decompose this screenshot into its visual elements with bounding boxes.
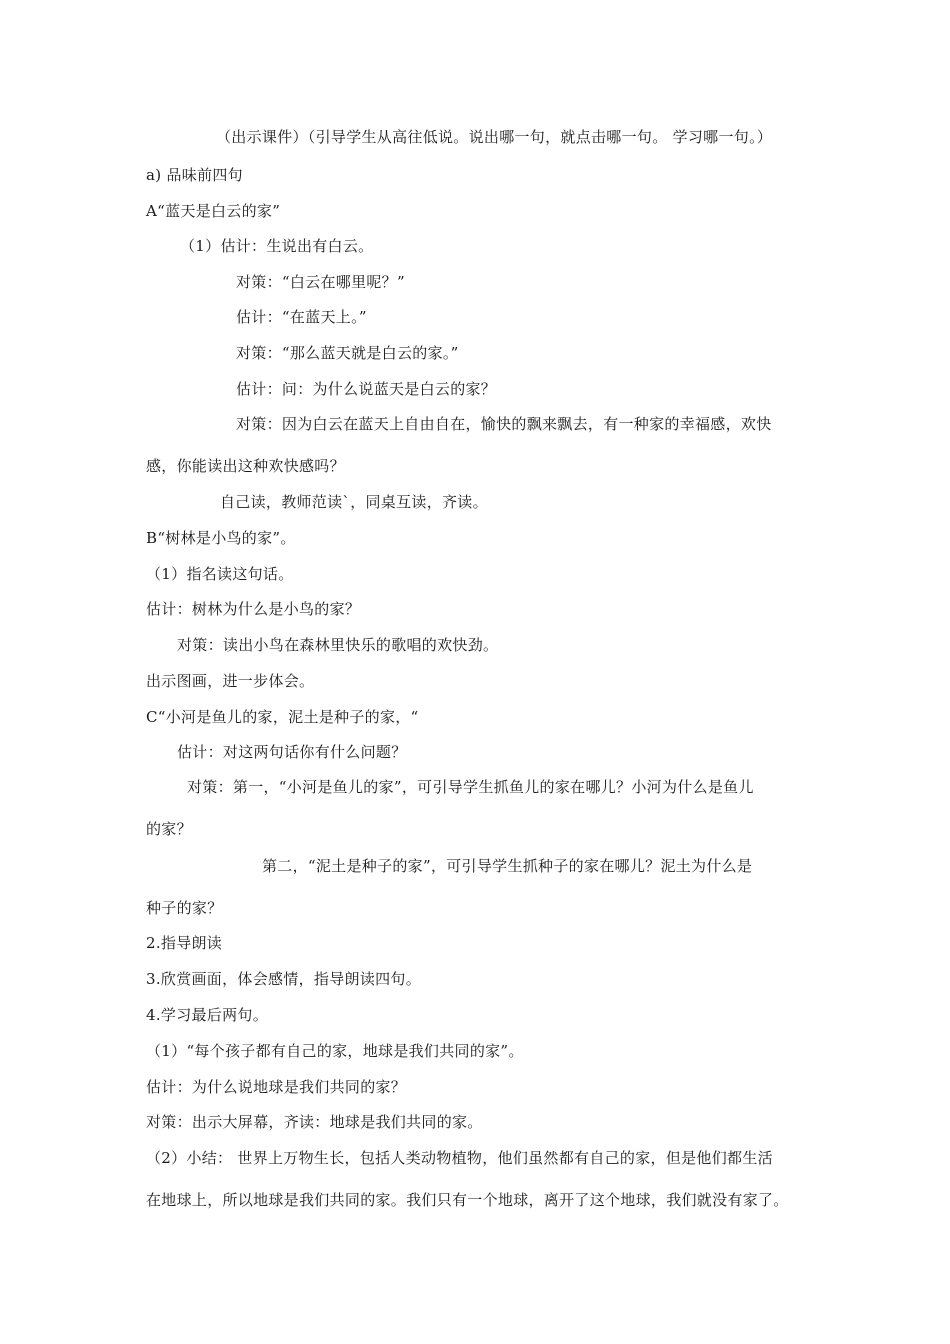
text-line: （2）小结： 世界上万物生长，包括人类动物植物，他们虽然都有自己的家，但是他们都生活 (146, 1149, 773, 1167)
text-line: 对策：第一，“小河是鱼儿的家”，可引导学生抓鱼儿的家在哪儿？小河为什么是鱼儿 (187, 778, 754, 796)
text-line: B“树林是小鸟的家”。 (146, 529, 296, 547)
text-line: 种子的家？ (146, 899, 223, 917)
text-line: 出示图画，进一步体会。 (146, 672, 315, 690)
text-line: 对策：“白云在哪里呢？” (236, 273, 405, 291)
text-line: 对策：因为白云在蓝天上自由自在，愉快的飘来飘去，有一种家的幸福感，欢快 (236, 415, 772, 433)
text-line: 在地球上，所以地球是我们共同的家。我们只有一个地球，离开了这个地球，我们就没有家了。 (146, 1191, 789, 1209)
text-line: 感，你能读出这种欢快感吗？ (146, 457, 345, 475)
text-line: 估计：为什么说地球是我们共同的家？ (146, 1078, 407, 1096)
text-line: 估计：对这两句话你有什么问题？ (177, 743, 407, 761)
text-line: （1）“每个孩子都有自己的家，地球是我们共同的家”。 (146, 1042, 524, 1060)
text-line: 3.欣赏画面，体会感情，指导朗读四句。 (146, 970, 422, 988)
text-line: 4.学习最后两句。 (146, 1006, 269, 1024)
text-line: 对策：读出小鸟在森林里快乐的歌唱的欢快劲。 (177, 636, 499, 654)
text-line: 第二，“泥土是种子的家”，可引导学生抓种子的家在哪儿？泥土为什么是 (262, 857, 753, 875)
text-line: A“蓝天是白云的家” (146, 202, 281, 220)
text-line: C“小河是鱼儿的家，泥土是种子的家，“ (146, 708, 419, 726)
text-line: 2.指导朗读 (146, 934, 223, 952)
text-line: 的家？ (146, 820, 192, 838)
text-line: 估计：树林为什么是小鸟的家？ (146, 600, 361, 618)
text-line: 对策：出示大屏幕，齐读：地球是我们共同的家。 (146, 1113, 483, 1131)
text-line: 估计：问：为什么说蓝天是白云的家？ (236, 380, 497, 398)
text-line: a) 品味前四句 (146, 166, 243, 184)
text-line: 对策：“那么蓝天就是白云的家。” (236, 344, 459, 362)
text-line: 自己读，教师范读`，同桌互读，齐读。 (220, 493, 488, 511)
text-line: （1）指名读这句话。 (146, 565, 294, 583)
text-line: （1）估计：生说出有白云。 (180, 237, 374, 255)
text-line: 估计：“在蓝天上。” (236, 308, 367, 326)
text-line: （出示课件）（引导学生从高往低说。说出哪一句，就点击哪一句。 学习哪一句。） (216, 128, 773, 146)
